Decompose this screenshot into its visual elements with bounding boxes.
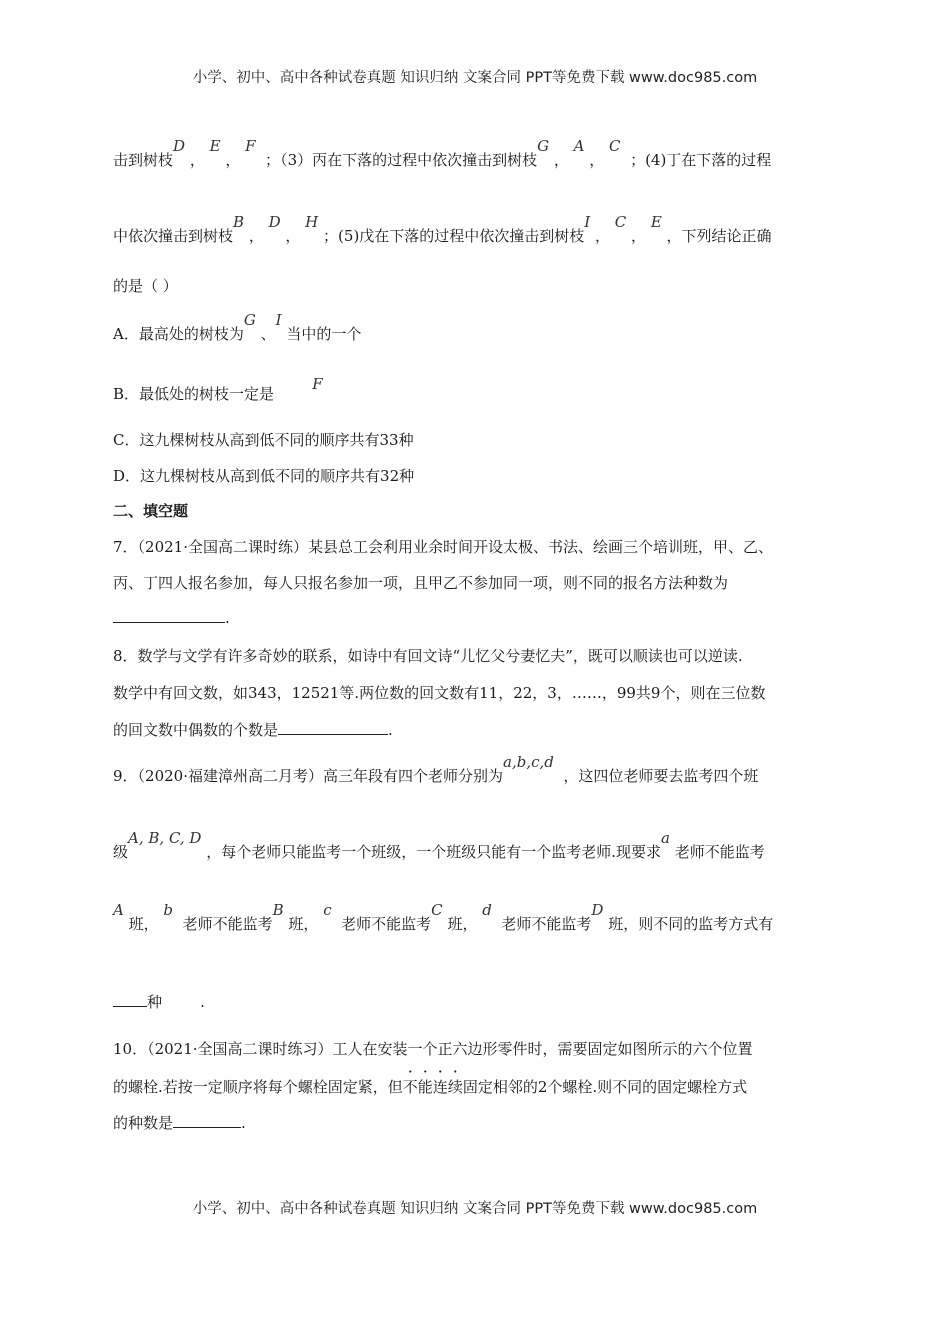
q9-line-3: A 班， b 老师不能监考B 班， c 老师不能监考C 班， d 老师不能监考D 班，则不同的监考方式有	[113, 901, 774, 933]
q7-line-2: 丙、丁四人报名参加，每人只报名参加一项，且甲乙不参加同一项，则不同的报名方法种数为	[113, 574, 729, 592]
q9-line-1: 9．（2020·福建漳州高二月考）高三年段有四个老师分别为a,b,c,d ，这四位老师要去监考四个班	[113, 753, 759, 785]
section-title-fill-in: 二、填空题	[113, 502, 189, 520]
var-I-2: I	[275, 311, 282, 329]
q8-line-2: 数学中有回文数，如343，12521等.两位数的回文数有11，22，3，……，99共9个，则在三位数	[113, 684, 766, 702]
var-H: H	[305, 213, 319, 231]
var-C: C	[609, 137, 621, 155]
var-F: F	[245, 137, 256, 155]
answer-blank-q7[interactable]	[113, 608, 225, 623]
var-E: E	[209, 137, 221, 155]
q10-line-1: 10．（2021·全国高二课时练习）工人在安装一个正六边形零件时，需要固定如图所示的六个位置	[113, 1040, 753, 1058]
q8-line-1: 8．数学与文学有许多奇妙的联系，如诗中有回文诗“儿忆父兮妻忆夫”，既可以顺读也可以逆读.	[113, 647, 743, 665]
var-D-2: D	[268, 213, 281, 231]
var-G: G	[537, 137, 550, 155]
var-b: b	[163, 901, 174, 919]
q10-line-2: 的螺栓.若按一定顺序将每个螺栓固定紧，但不能连续固定相邻的2个螺栓.则不同的固定螺栓方式	[113, 1078, 748, 1096]
q7-line-1: 7．（2021·全国高二课时练）某县总工会利用业余时间开设太极、书法、绘画三个培训班，甲、乙、	[113, 538, 773, 556]
var-c: c	[323, 901, 332, 919]
var-G-2: G	[243, 311, 256, 329]
page-footer: 小学、初中、高中各种试卷真题 知识归纳 文案合同 PPT等免费下载 www.doc985.com	[192, 1201, 758, 1217]
q7-line-3: .	[113, 608, 230, 628]
q6-line-3: 的是（ ）	[113, 277, 178, 295]
var-E-2: E	[650, 213, 662, 231]
var-abcd: a,b,c,d	[503, 753, 554, 771]
answer-blank-q10[interactable]	[173, 1113, 241, 1128]
var-B-class: B	[272, 901, 284, 919]
q6-line-1: 击到树枝D ， E ， F ；（3）丙在下落的过程中依次撞击到树枝G ， A ， C ；(4)丁在下落的过程	[113, 137, 772, 169]
var-D-class: D	[591, 901, 604, 919]
var-D: D	[173, 137, 186, 155]
emphasis-char-1: 不	[402, 1078, 418, 1096]
q6-option-a: A．最高处的树枝为G 、I 当中的一个	[113, 311, 362, 343]
var-B: B	[233, 213, 245, 231]
q6-option-b: B．最低处的树枝一定是 F	[113, 375, 323, 403]
var-ABCD: A, B, C, D	[128, 829, 202, 847]
q8-line-3: 的回文数中偶数的个数是 .	[113, 721, 393, 739]
emphasis-char-4: 续	[447, 1078, 463, 1096]
var-A-class: A	[113, 901, 124, 919]
q6-line-2: 中依次撞击到树枝B ， D ， H ；(5)戊在下落的过程中依次撞击到树枝I ， C ， E ，下列结论正确	[113, 213, 772, 245]
q6-option-c: C．这九棵树枝从高到低不同的顺序共有33种	[113, 431, 414, 449]
var-a: a	[661, 829, 670, 847]
var-d: d	[482, 901, 492, 919]
emphasis-char-3: 连	[432, 1078, 448, 1096]
q9-line-4: 种 .	[113, 992, 205, 1012]
answer-blank-q8[interactable]	[278, 720, 388, 735]
page-header: 小学、初中、高中各种试卷真题 知识归纳 文案合同 PPT等免费下载 www.doc985.com	[192, 70, 758, 86]
var-A: A	[573, 137, 585, 155]
q6-option-d: D．这九棵树枝从高到低不同的顺序共有32种	[113, 467, 415, 485]
answer-blank-q9[interactable]	[113, 992, 147, 1007]
emphasis-char-2: 能	[417, 1078, 433, 1096]
var-C-2: C	[614, 213, 627, 231]
var-F-2: F	[312, 375, 323, 393]
q10-line-3: 的种数是 .	[113, 1114, 246, 1132]
var-I: I	[584, 213, 591, 231]
q9-line-2: 级A, B, C, D ，每个老师只能监考一个班级，一个班级只能有一个监考老师.现要求a 老师不能监考	[113, 829, 765, 861]
var-C-class: C	[431, 901, 443, 919]
